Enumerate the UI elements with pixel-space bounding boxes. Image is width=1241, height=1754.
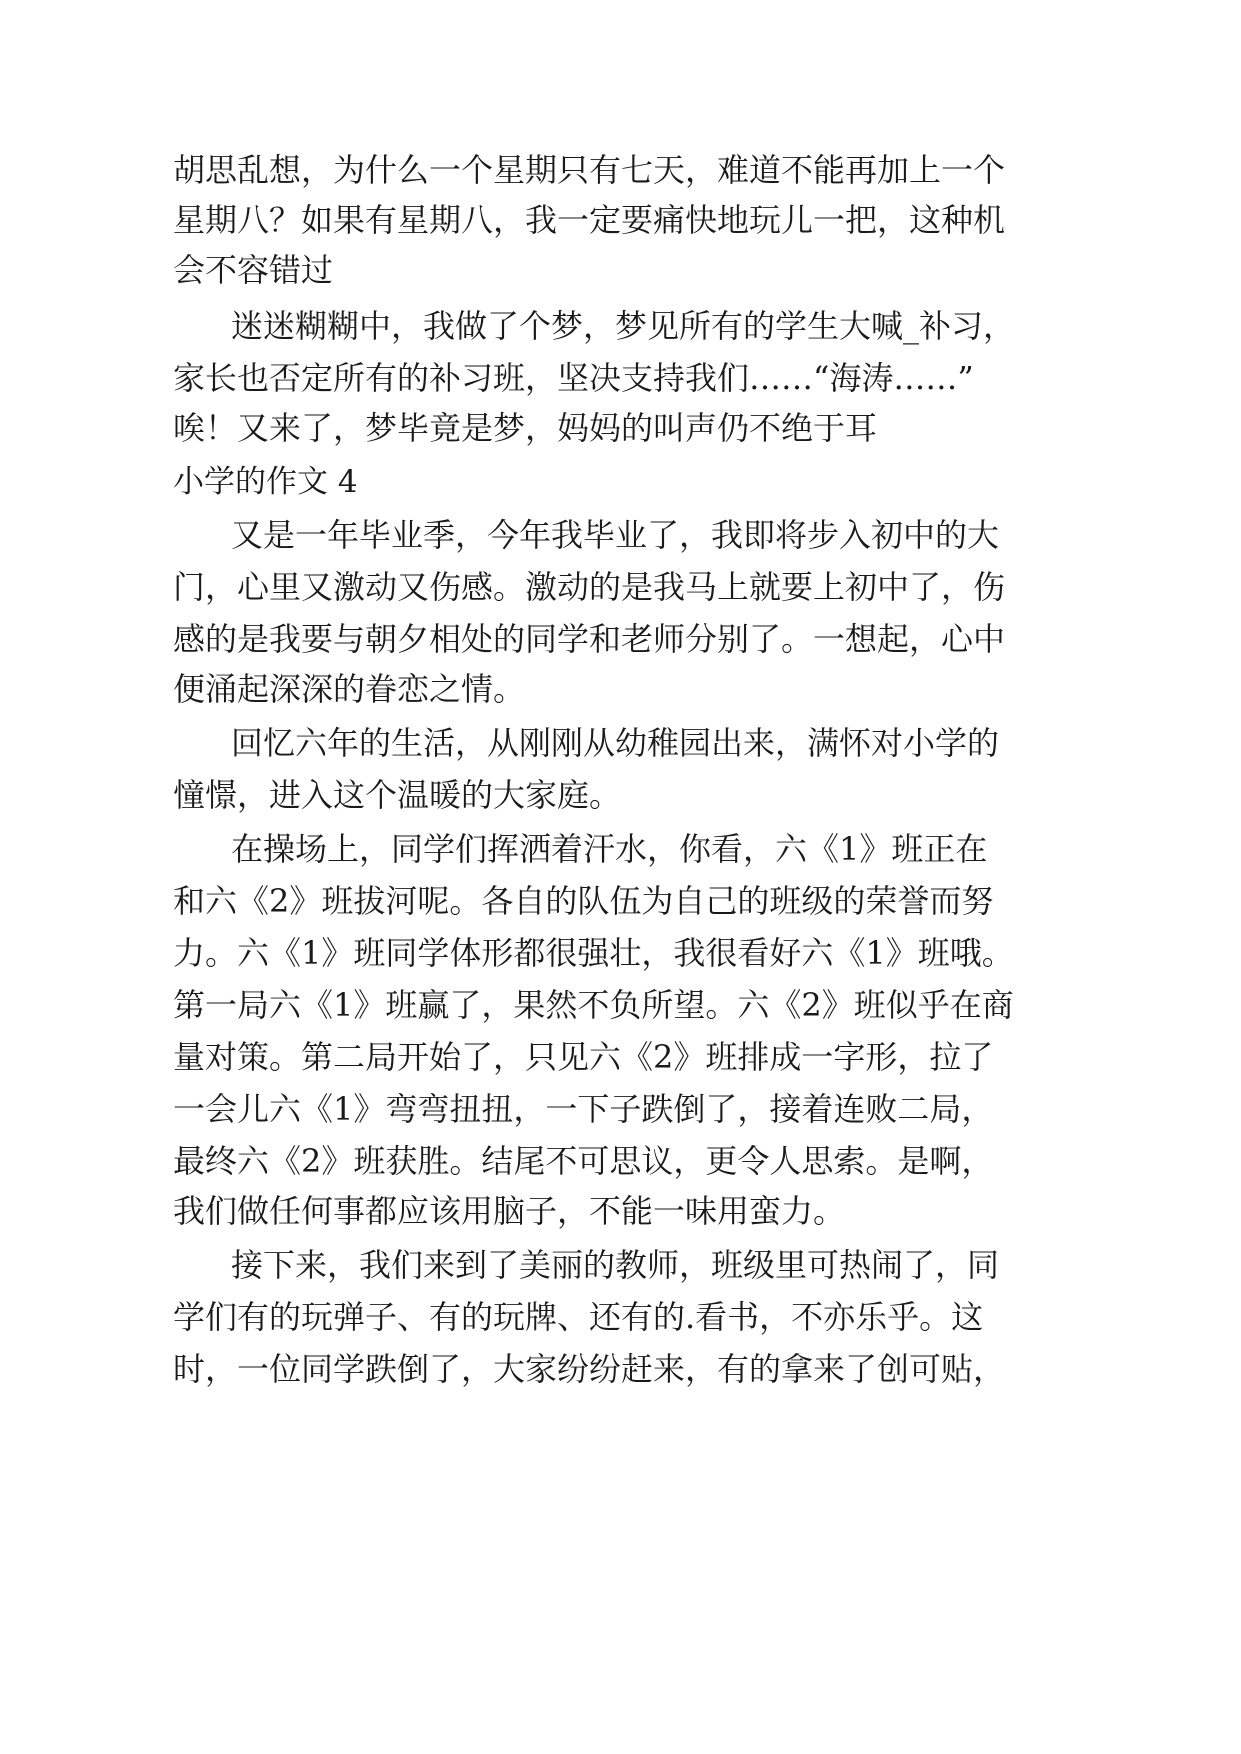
paragraph-first-line: 迷迷糊糊中，我做了个梦，梦见所有的学生大喊_补习， (231, 307, 1016, 345)
text-line: 胡思乱想，为什么一个星期只有七天，难道不能再加上一个 (173, 151, 1006, 189)
text-line: 便涌起深深的眷恋之情。 (173, 670, 526, 708)
text-line: 力。六《1》班同学体形都很强壮，我很看好六《1》班哦。 (173, 934, 1014, 972)
paragraph-first-line: 在操场上，同学们挥洒着汗水，你看，六《1》班正在 (231, 830, 988, 868)
text-line: 星期八？如果有星期八，我一定要痛快地玩儿一把，这种机 (173, 201, 1006, 239)
text-line: 第一局六《1》班赢了，果然不负所望。六《2》班似乎在商 (173, 986, 1014, 1024)
text-line: 家长也否定所有的补习班，坚决支持我们……“海涛……” (173, 359, 974, 397)
text-line: 时，一位同学跌倒了，大家纷纷赶来，有的拿来了创可贴， (173, 1350, 1006, 1388)
text-line: 憧憬，进入这个温暖的大家庭。 (173, 776, 622, 814)
text-line: 一会儿六《1》弯弯扭扭，一下子跌倒了，接着连败二局， (173, 1090, 994, 1128)
text-line: 和六《2》班拔河呢。各自的队伍为自己的班级的荣誉而努 (173, 882, 994, 920)
text-line: 门，心里又激动又伤感。激动的是我马上就要上初中了，伤 (173, 568, 1006, 606)
paragraph-first-line: 回忆六年的生活，从刚刚从幼稚园出来，满怀对小学的 (231, 724, 1000, 762)
paragraph-first-line: 接下来，我们来到了美丽的教师，班级里可热闹了，同 (231, 1246, 1000, 1284)
text-line: 会不容错过 (173, 251, 334, 289)
text-line: 唉！又来了，梦毕竟是梦，妈妈的叫声仍不绝于耳 (173, 409, 878, 447)
text-line: 感的是我要与朝夕相处的同学和老师分别了。一想起，心中 (173, 620, 1006, 658)
text-line: 最终六《2》班获胜。结尾不可思议，更令人思索。是啊， (173, 1142, 994, 1180)
text-line: 我们做任何事都应该用脑子，不能一味用蛮力。 (173, 1192, 846, 1230)
text-line: 学们有的玩弹子、有的玩牌、还有的.看书，不亦乐乎。这 (173, 1298, 984, 1336)
text-line: 量对策。第二局开始了，只见六《2》班排成一字形，拉了 (173, 1038, 994, 1076)
paragraph-first-line: 又是一年毕业季，今年我毕业了，我即将步入初中的大 (231, 516, 1000, 554)
section-heading: 小学的作文 4 (173, 464, 358, 500)
